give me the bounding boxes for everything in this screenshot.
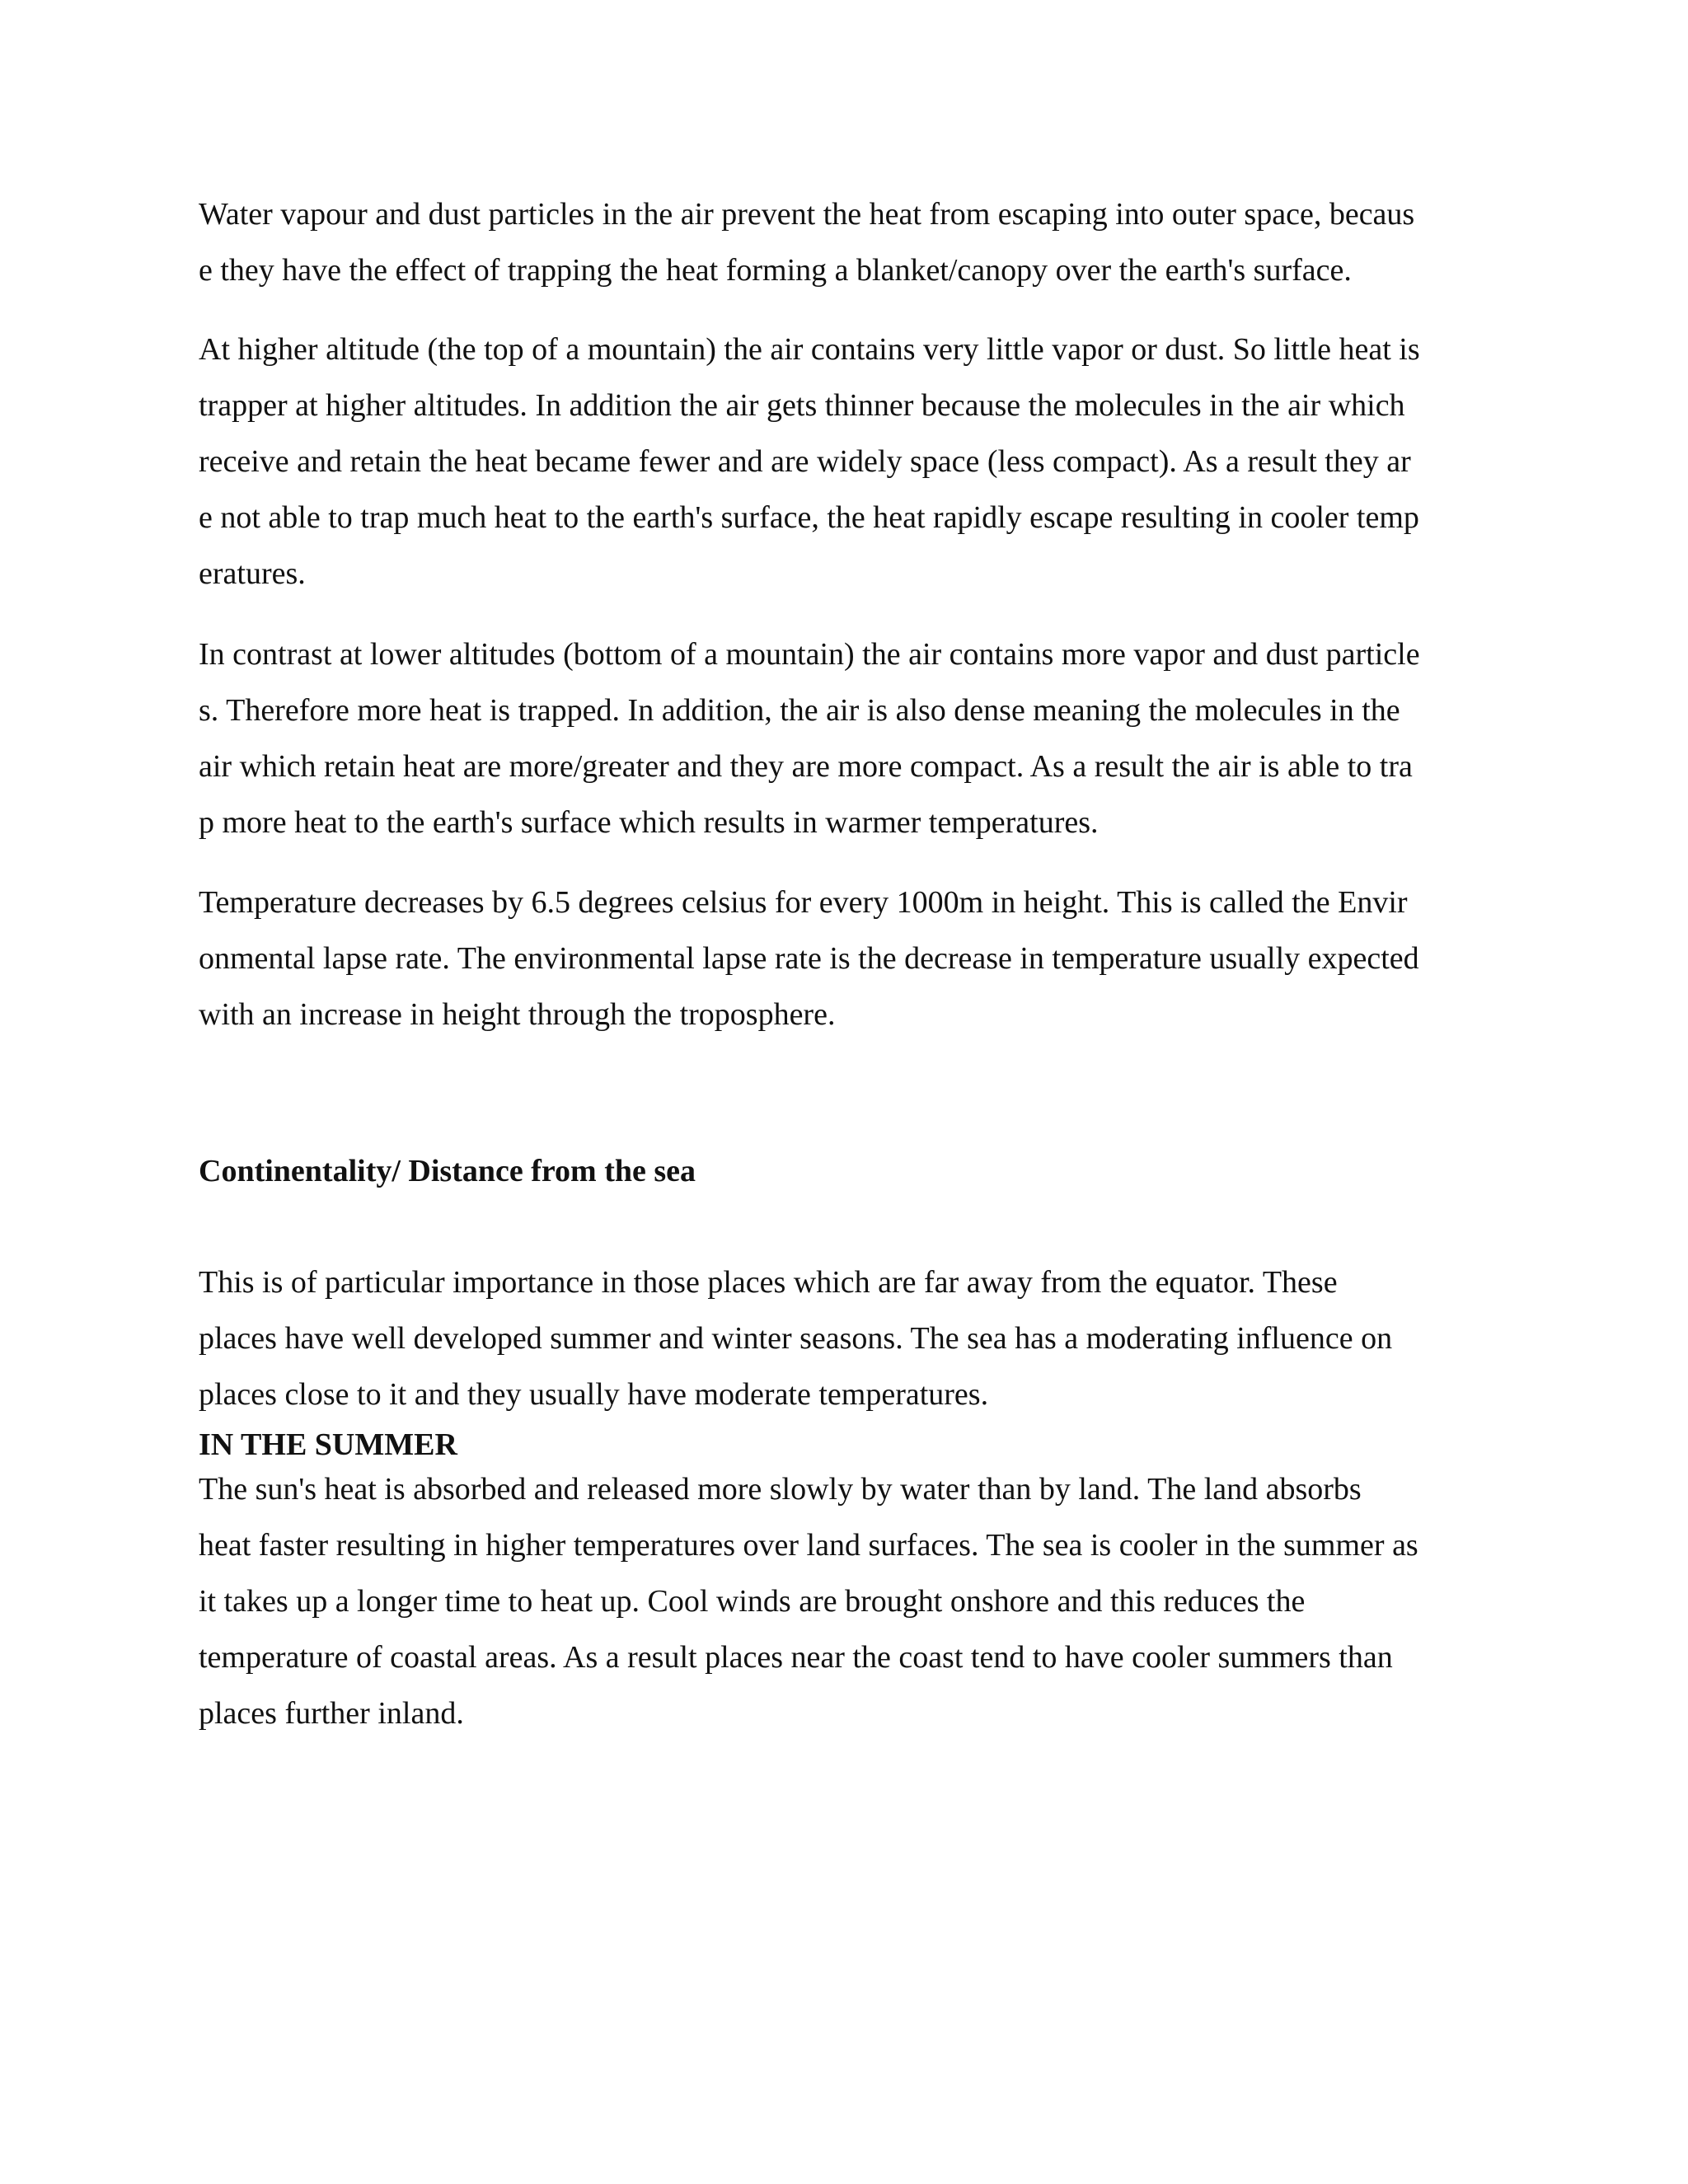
paragraph-line: e not able to trap much heat to the earth's surface, the heat rapidly escape resulting in cooler temp [199,500,1419,535]
paragraph-line: heat faster resulting in higher temperatures over land surfaces. The sea is cooler in the summer as [199,1528,1418,1563]
paragraph-line: places close to it and they usually have moderate temperatures. [199,1377,989,1412]
paragraph-line: At higher altitude (the top of a mountain) the air contains very little vapor or dust. So little heat is [199,332,1420,367]
paragraph-line: places further inland. [199,1696,464,1731]
paragraph-line: onmental lapse rate. The environmental lapse rate is the decrease in temperature usually expected [199,941,1419,976]
paragraph-line: trapper at higher altitudes. In addition the air gets thinner because the molecules in the air which [199,388,1405,423]
paragraph-line: The sun's heat is absorbed and released more slowly by water than by land. The land absorbs [199,1472,1362,1507]
paragraph-line: Water vapour and dust particles in the air prevent the heat from escaping into outer space, becaus [199,197,1415,232]
paragraph-line: air which retain heat are more/greater and they are more compact. As a result the air is able to tra [199,749,1413,784]
paragraph-line: e they have the effect of trapping the heat forming a blanket/canopy over the earth's surface. [199,253,1352,288]
paragraph-line: receive and retain the heat became fewer and are widely space (less compact). As a result they ar [199,444,1411,479]
paragraph-line: it takes up a longer time to heat up. Cool winds are brought onshore and this reduces the [199,1584,1306,1619]
section-heading: Continentality/ Distance from the sea [199,1154,696,1188]
paragraph-line: s. Therefore more heat is trapped. In addition, the air is also dense meaning the molecules in the [199,693,1400,728]
paragraph-line: temperature of coastal areas. As a result places near the coast tend to have cooler summers than [199,1640,1393,1675]
paragraph-line: In contrast at lower altitudes (bottom of a mountain) the air contains more vapor and dust particle [199,637,1420,672]
paragraph-line: eratures. [199,556,306,591]
paragraph-line: This is of particular importance in those places which are far away from the equator. These [199,1265,1338,1300]
paragraph-line: with an increase in height through the troposphere. [199,997,836,1032]
paragraph-line: places have well developed summer and winter seasons. The sea has a moderating influence on [199,1321,1393,1356]
paragraph-line: Temperature decreases by 6.5 degrees celsius for every 1000m in height. This is called the Envir [199,885,1408,920]
paragraph-line: p more heat to the earth's surface which results in warmer temperatures. [199,805,1099,840]
subheading: IN THE SUMMER [199,1427,457,1462]
